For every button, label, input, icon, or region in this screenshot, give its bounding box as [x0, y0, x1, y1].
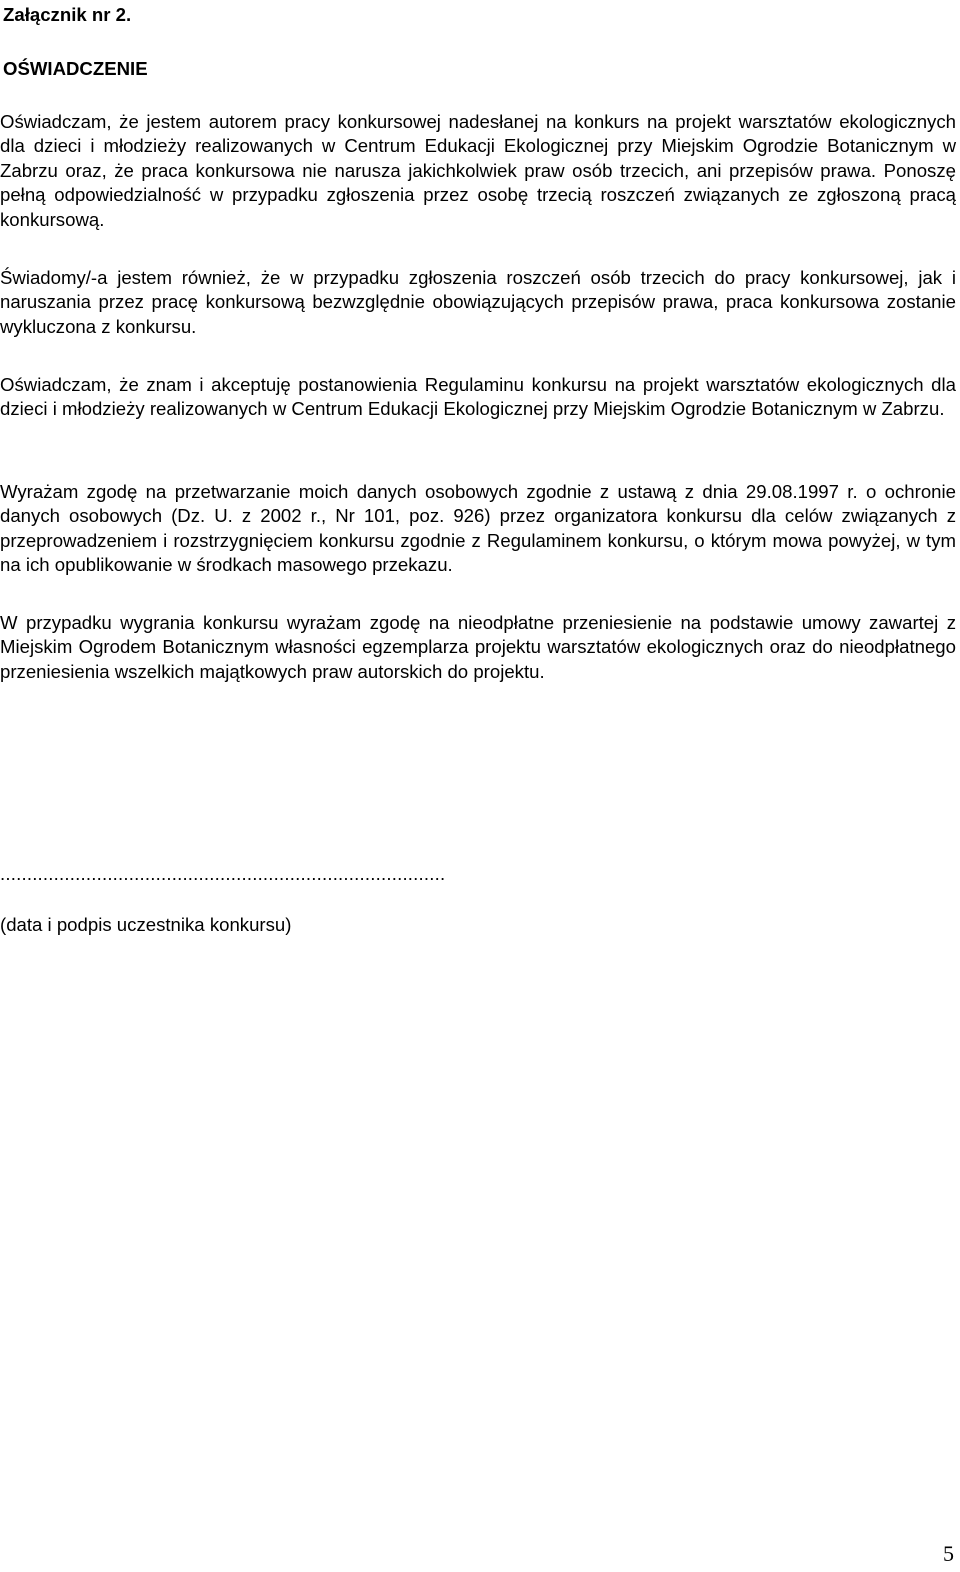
paragraph-regulations-acceptance: Oświadczam, że znam i akceptuję postanowienia Regulaminu konkursu na projekt warsztatów ekologicznych dla dzieci i młodzieży realizowanych w Centrum Edukacji Ekologicznej przy Miejskim Ogrodzie Botanicznym w Zabrzu. [0, 374, 956, 420]
paragraph-rights-transfer: W przypadku wygrania konkursu wyrażam zgodę na nieodpłatne przeniesienie na podstawie umowy zawartej z Miejskim Ogrodem Botanicznym własności egzemplarza projektu warsztatów ekologicznych oraz do nieodpłatnego przeniesienia wszelkich majątkowych praw autorskich do projektu. [0, 612, 956, 682]
document-heading: OŚWIADCZENIE [3, 58, 148, 79]
signature-label: (data i podpis uczestnika konkursu) [0, 914, 292, 935]
page-number: 5 [943, 1541, 954, 1566]
signature-line: ................................................................................... [0, 863, 446, 884]
paragraph-authorship-declaration: Oświadczam, że jestem autorem pracy konkursowej nadesłanej na konkurs na projekt warsztatów ekologicznych dla dzieci i młodzieży realizowanych w Centrum Edukacji Ekologicznej przy Miejskim Ogrodzie Botanicznym w Zabrzu oraz, że praca konkursowa nie narusza jakichkolwiek praw osób trzecich, ani przepisów prawa. Ponoszę pełną odpowiedzialność w przypadku zgłoszenia przez osobę trzecią roszczeń związanych ze zgłoszoną pracą konkursową. [0, 111, 956, 230]
paragraph-data-processing-consent: Wyrażam zgodę na przetwarzanie moich danych osobowych zgodnie z ustawą z dnia 29.08.1997 r. o ochronie danych osobowych (Dz. U. z 2002 r., Nr 101, poz. 926) przez organizatora konkursu dla celów związanych z przeprowadzeniem i rozstrzygnięciem konkursu zgodnie z Regulaminem konkursu, o którym mowa powyżej, w tym na ich opublikowanie w środkach masowego przekazu. [0, 481, 956, 576]
paragraph-third-party-claims: Świadomy/-a jestem również, że w przypadku zgłoszenia roszczeń osób trzecich do pracy konkursowej, jak i naruszania przez pracę konkursową bezwzględnie obowiązujących przepisów prawa, praca konkursowa zostanie wykluczona z konkursu. [0, 267, 956, 337]
annex-label: Załącznik nr 2. [3, 4, 132, 25]
